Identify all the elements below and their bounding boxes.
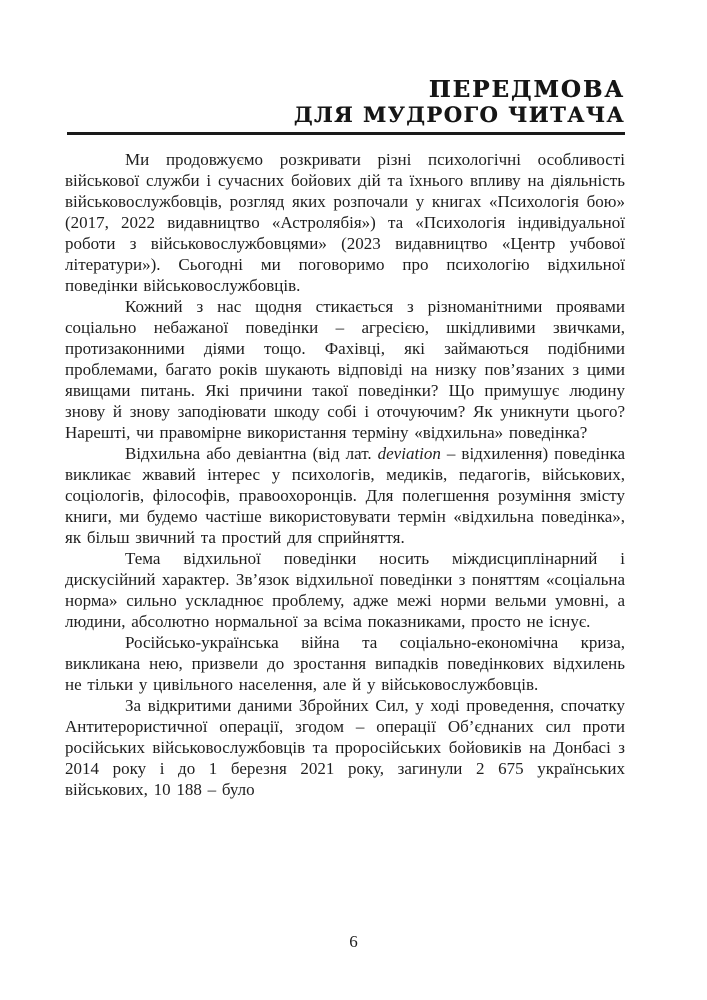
latin-term-italic: deviation [377, 444, 441, 463]
page-footer [0, 931, 707, 952]
paragraph-1: Ми продовжуємо розкривати різні психологічні особливості військової служби і сучасних бойових дій та їхнього впливу на діяльність військовослужбовців, розгляд яких розпочали у книгах «Психологія бою» (2017, 2022 видавництво «Астролябія») та «Психологія індивідуальної роботи з військовослужбовцями» (2023 видавництво «Центр учбової літератури»). Сьогодні ми поговоримо про психологію відхильної поведінки військовослужбовців. [65, 150, 625, 295]
title-divider-rule [67, 132, 625, 135]
paragraph-3-post-text: – відхилення) поведінка викликає жвавий інтерес у психологів, медиків, педагогів, військових, соціологів, філософів, правоохоронців. Для полегшення розуміння змісту книги, ми будемо частіше використовувати термін «відхильна поведінка», як більш звичний та простий для сприйняття. [65, 444, 625, 547]
chapter-header [65, 76, 625, 127]
page-number: 6 [349, 932, 358, 951]
paragraph-2: Кожний з нас щодня стикається з різноманітними проявами соціально небажаної поведінки – агресією, шкідливими звичками, протизаконними діями тощо. Фахівці, які займаються подібними проблемами, багато років шукають відповіді на низку пов’язаних з цими явищами питань. Які причини такої поведінки? Що примушує людину знову й знову заподіювати шкоду собі і оточуючим? Як уникнути цього? Нарешті, чи правомірне використання терміну «відхильна» поведінка? [65, 297, 625, 442]
paragraph-6: За відкритими даними Збройних Сил, у ході проведення, спочатку Антитерористичної операції, згодом – операції Об’єднаних сил проти російських військовослужбовців та проросійських бойовиків на Донбасі з 2014 року і до 1 березня 2021 року, загинули 2 675 українських військових, 10 188 – було [65, 696, 625, 799]
paragraph-3 [65, 443, 625, 548]
chapter-title-line-1: ПЕРЕДМОВА [428, 76, 625, 103]
paragraph-5: Російсько-українська війна та соціально-економічна криза, викликана нею, призвели до зростання випадків поведінкових відхилень не тільки у цивільного населення, але й у військовослужбовців. [65, 633, 625, 694]
paragraph-4: Тема відхильної поведінки носить міждисциплінарний і дискусійний характер. Зв’язок відхильної поведінки з поняттям «соціальна норма» сильно ускладнює проблему, адже межі норми вельми умовні, а людини, абсолютно нормальної за всіма показниками, просто не існує. [65, 549, 625, 631]
chapter-title-line-2: ДЛЯ МУДРОГО ЧИТАЧА [293, 102, 625, 127]
paragraph-3-pre-text: Відхильна або девіантна (від лат. [125, 444, 378, 463]
body-text-block [65, 149, 625, 800]
